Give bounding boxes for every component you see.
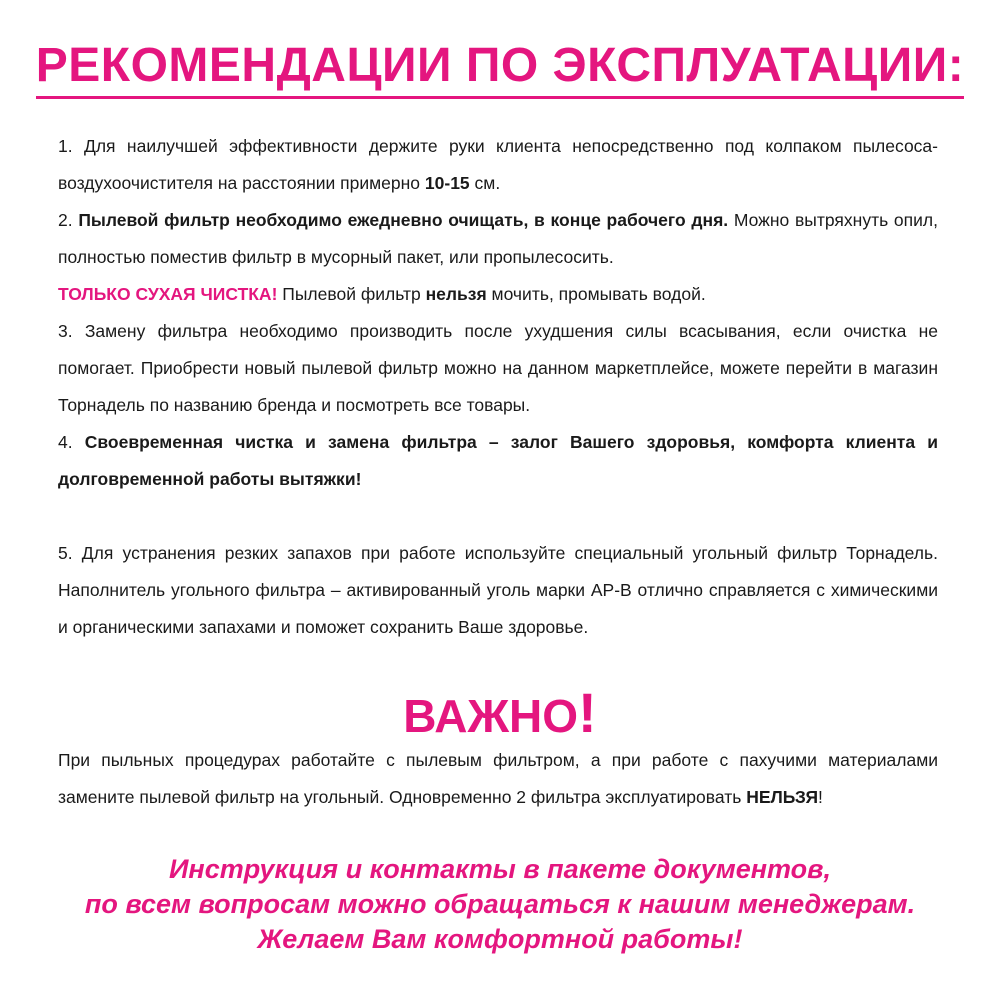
page-title [0,38,1000,99]
item-5: 5. Для устранения резких запахов при работе используйте специальный угольный фильтр Торнадель. Наполнитель угольного фильтра – активированный уголь марки АР-В отлично справляется с химическими и органическими запахами и поможет сохранить Ваше здоровье. [58,543,938,637]
item-4: 4. Своевременная чистка и замена фильтра – залог Вашего здоровья, комфорта клиента и долговременной работы вытяжки! [58,432,938,489]
footer-message [0,852,1000,957]
dry-cleaning-warning: ТОЛЬКО СУХАЯ ЧИСТКА! [58,284,278,304]
page-title-text: РЕКОМЕНДАЦИИ ПО ЭКСПЛУАТАЦИИ: [36,38,964,99]
footer-line-1: Инструкция и контакты в пакете документов, [169,854,831,884]
footer-line-2: по всем вопросам можно обращаться к нашим менеджерам. [84,889,916,919]
item-5-block [58,535,938,646]
item-3: 3. Замену фильтра необходимо производить после ухудшения силы всасывания, если очистка не помогает. Приобрести новый пылевой фильтр можно на данном маркетплейсе, можете перейти в магазин Торнадель по названию бренда и посмотреть все товары. [58,321,938,415]
item-2: 2. Пылевой фильтр необходимо ежедневно очищать, в конце рабочего дня. Можно вытряхнуть опил, полностью поместив фильтр в мусорный пакет, или пропылесосить. [58,210,938,267]
recommendations-list [58,128,938,498]
important-text: При пыльных процедурах работайте с пылевым фильтром, а при работе с пахучими материалами замените пылевой фильтр на угольный. Одновременно 2 фильтра эксплуатировать НЕЛЬЗЯ! [58,750,938,807]
item-1: 1. Для наилучшей эффективности держите руки клиента непосредственно под колпаком пылесоса-воздухоочистителя на расстоянии примерно 10-15 см. [58,136,938,193]
important-text-block [58,742,938,816]
footer-line-3: Желаем Вам комфортной работы! [257,924,743,954]
important-heading: ВАЖНО! [403,681,597,744]
dry-cleaning-note: ТОЛЬКО СУХАЯ ЧИСТКА! Пылевой фильтр нельзя мочить, промывать водой. [58,284,706,304]
